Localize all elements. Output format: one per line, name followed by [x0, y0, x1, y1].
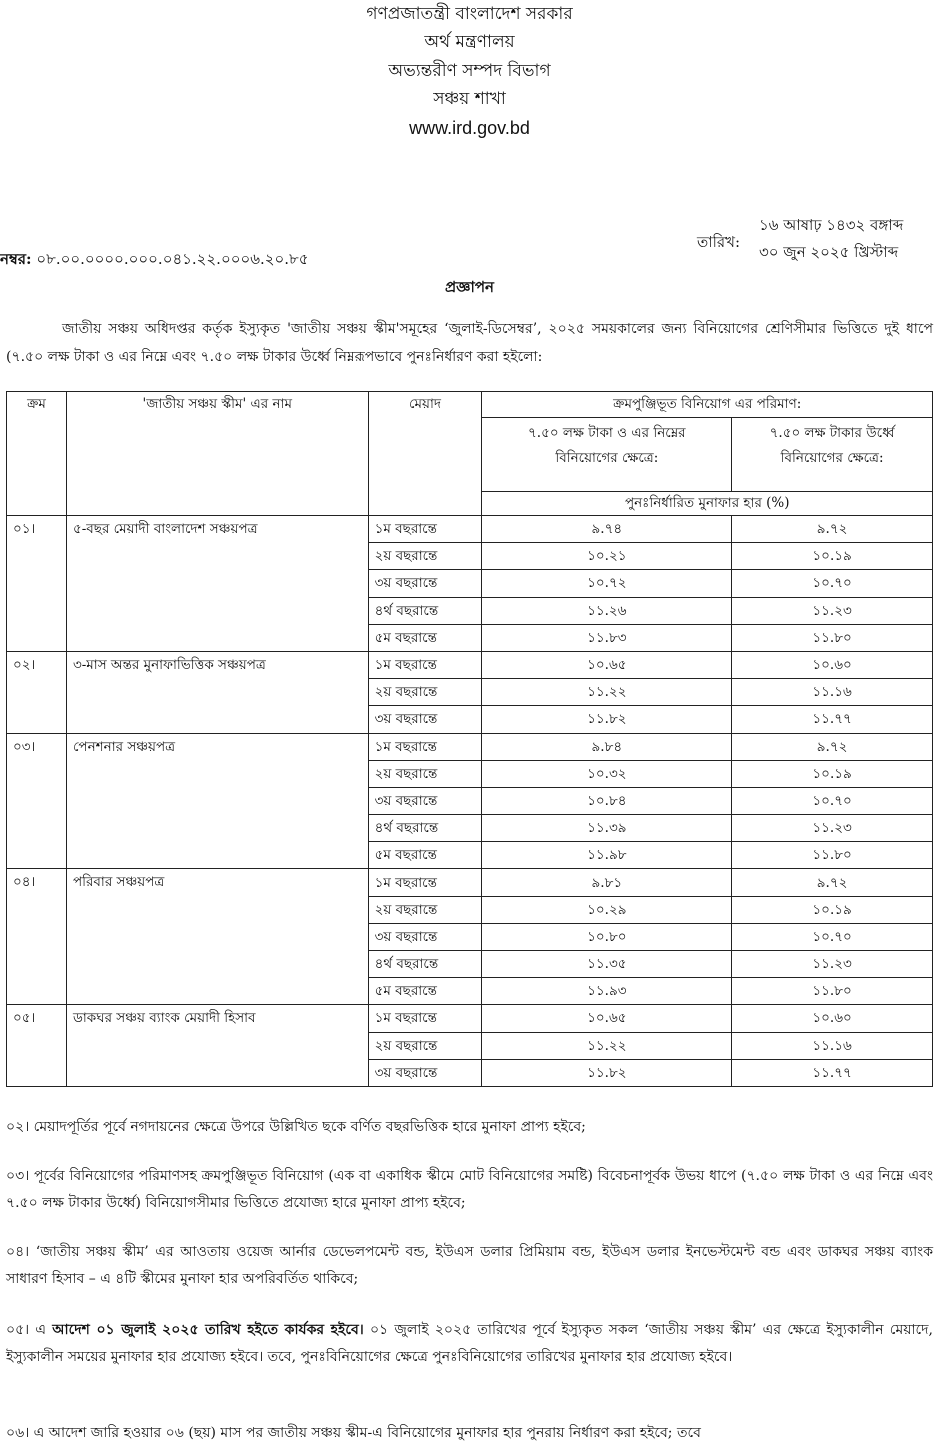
term-cell: ১ম বছরান্তে — [368, 651, 482, 678]
scheme-name: পেনশনার সঞ্চয়পত্র — [66, 733, 368, 869]
term-cell: ৩য় বছরান্তে — [368, 1059, 482, 1086]
rate-high-cell: ১০.১৯ — [732, 760, 933, 787]
term-cell: ৩য় বছরান্তে — [368, 787, 482, 814]
col-low-header — [482, 418, 732, 492]
rate-high-cell: ১০.৭০ — [732, 923, 933, 950]
rate-low-cell: ৯.৮১ — [482, 869, 732, 896]
col-high-header — [732, 418, 933, 492]
rate-low-cell: ৯.৭৪ — [482, 516, 732, 543]
branch-name: সঞ্চয় শাখা — [433, 89, 506, 109]
term-cell: ৫ম বছরান্তে — [368, 842, 482, 869]
rate-low-cell: ১১.৩৫ — [482, 951, 732, 978]
rate-high-cell: ১১.১৬ — [732, 679, 933, 706]
rate-high-cell: ১১.৭৭ — [732, 706, 933, 733]
rate-high-cell: ৯.৭২ — [732, 516, 933, 543]
term-cell: ১ম বছরান্তে — [368, 1005, 482, 1032]
term-cell: ৩য় বছরান্তে — [368, 706, 482, 733]
note-6: ০৬। এ আদেশ জারি হওয়ার ০৬ (ছয়) মাস পর জাতীয় সঞ্চয় স্কীম-এ বিনিয়োগের মুনাফার হার পুনরায় নির্ধারণ করা হইবে; তবে — [6, 1425, 701, 1441]
term-cell: ৫ম বছরান্তে — [368, 978, 482, 1005]
division-name: অভ্যন্তরীণ সম্পদ বিভাগ — [388, 61, 551, 81]
government-name: গণপ্রজাতন্ত্রী বাংলাদেশ সরকার — [366, 4, 573, 24]
note-5-effective-date: আদেশ ০১ জুলাই ২০২৫ তারিখ হইতে কার্যকর হইবে। — [52, 1322, 364, 1338]
col-low-line1: ৭.৫০ লক্ষ টাকা ও এর নিম্নের — [528, 425, 686, 441]
rate-high-cell: ১০.৭০ — [732, 787, 933, 814]
term-cell: ৫ম বছরান্তে — [368, 624, 482, 651]
note-5-prefix: ০৫। এ — [6, 1322, 53, 1338]
table-header — [7, 392, 933, 516]
rate-high-cell: ১০.৬০ — [732, 1005, 933, 1032]
rate-high-cell: ১১.৮০ — [732, 978, 933, 1005]
website-link[interactable] — [0, 114, 939, 143]
rate-low-cell: ১০.৭২ — [482, 570, 732, 597]
rate-high-cell: ১১.১৬ — [732, 1032, 933, 1059]
rate-high-cell: ১১.২৩ — [732, 951, 933, 978]
rate-low-cell: ১০.২৯ — [482, 896, 732, 923]
term-cell: ২য় বছরান্তে — [368, 760, 482, 787]
scheme-serial: ০২। — [7, 651, 67, 733]
note-4: ০৪। ‘জাতীয় সঞ্চয় স্কীম’ এর আওতায় ওয়েজ আর্নার ডেভেলপমেন্ট বন্ড, ইউএস ডলার প্রিমিয়াম বন্ড, ইউএস ডলার ইনভেস্টমেন্ট বন্ড এবং ডাকঘর সঞ্চয় ব্যাংক সাধারণ হিসাব – এ ৪টি স্কীমের মুনাফা হার অপরিবর্তিত থাকিবে; — [6, 1244, 933, 1287]
intro-paragraph: জাতীয় সঞ্চয় অধিদপ্তর কর্তৃক ইস্যুকৃত 'জাতীয় সঞ্চয় স্কীম'সমূহের ‘জুলাই-ডিসেম্বর’, ২০২৫ সময়কালের জন্য বিনিয়োগের শ্রেণিসীমার ভিত্তিতে দুই ধাপে (৭.৫০ লক্ষ টাকা ও এর নিম্নে এবং ৭.৫০ লক্ষ টাকার উর্ধ্বে নিম্নরূপভাবে পুনঃনির্ধারণ করা হইলো: — [6, 321, 933, 365]
rate-high-cell: ৯.৭২ — [732, 733, 933, 760]
rate-high-cell: ১০.১৯ — [732, 543, 933, 570]
term-cell: ৪র্থ বছরান্তে — [368, 597, 482, 624]
note-5 — [6, 1317, 933, 1371]
rate-low-cell: ১১.৩৯ — [482, 815, 732, 842]
memo-label: নম্বর: — [0, 250, 32, 268]
term-cell: ৪র্থ বছরান্তে — [368, 951, 482, 978]
rate-low-cell: ১০.৮০ — [482, 923, 732, 950]
table-row — [7, 651, 933, 678]
rate-low-cell: ১০.৩২ — [482, 760, 732, 787]
term-cell: ২য় বছরান্তে — [368, 679, 482, 706]
date-gregorian: ৩০ জুন ২০২৫ খ্রিস্টাব্দ — [759, 243, 899, 261]
rate-high-cell: ৯.৭২ — [732, 869, 933, 896]
term-cell: ৪র্থ বছরান্তে — [368, 815, 482, 842]
scheme-serial: ০৪। — [7, 869, 67, 1005]
col-low-line2: বিনিয়োগের ক্ষেত্রে: — [555, 450, 659, 466]
term-cell: ১ম বছরান্তে — [368, 733, 482, 760]
col-term-header: মেয়াদ — [368, 392, 482, 516]
table-row — [7, 1005, 933, 1032]
term-cell: ২য় বছরান্তে — [368, 896, 482, 923]
col-rate-header: পুনঃনির্ধারিত মুনাফার হার (%) — [482, 492, 933, 516]
scheme-name: ৩-মাস অন্তর মুনাফাভিত্তিক সঞ্চয়পত্র — [66, 651, 368, 733]
date-label: তারিখ: — [697, 233, 741, 251]
scheme-serial: ০৩। — [7, 733, 67, 869]
date-bangla: ১৬ আষাঢ় ১৪৩২ বঙ্গাব্দ — [759, 216, 904, 234]
scheme-name: পরিবার সঞ্চয়পত্র — [66, 869, 368, 1005]
col-high-line1: ৭.৫০ লক্ষ টাকার উর্ধ্বে — [769, 425, 895, 441]
rate-low-cell: ১১.৯৩ — [482, 978, 732, 1005]
memo-number-line — [0, 248, 308, 273]
term-cell: ২য় বছরান্তে — [368, 1032, 482, 1059]
rate-low-cell: ১১.২৬ — [482, 597, 732, 624]
rate-high-cell: ১০.১৯ — [732, 896, 933, 923]
scheme-serial: ০৫। — [7, 1005, 67, 1087]
term-cell: ১ম বছরান্তে — [368, 869, 482, 896]
rate-high-cell: ১১.৮০ — [732, 624, 933, 651]
rate-low-cell: ১০.৬৫ — [482, 651, 732, 678]
table-row — [7, 733, 933, 760]
scheme-name: ডাকঘর সঞ্চয় ব্যাংক মেয়াদী হিসাব — [66, 1005, 368, 1087]
rate-low-cell: ১০.২১ — [482, 543, 732, 570]
rate-low-cell: ১১.৮৩ — [482, 624, 732, 651]
website-url[interactable]: www.ird.gov.bd — [409, 118, 530, 138]
rate-low-cell: ১১.৮২ — [482, 1059, 732, 1086]
note-5-details: ০১ জুলাই ২০২৫ তারিখের পূর্বে ইস্যুকৃত সকল ‘জাতীয় সঞ্চয় স্কীম’ এর ক্ষেত্রে ইস্যুকালীন মেয়াদে, ইস্যুকালীন সময়ের মুনাফার হার প্রযোজ্য হইবে। তবে, পুনঃবিনিয়োগের ক্ষেত্রে পুনঃবিনিয়োগের তারিখের মুনাফার হার প্রযোজ্য হইবে। — [6, 1322, 933, 1365]
rates-table — [6, 391, 933, 1087]
note-3: ০৩। পূর্বের বিনিয়োগের পরিমাণসহ ক্রমপুঞ্জিভূত বিনিয়োগ (এক বা একাধিক স্কীমে মোট বিনিয়োগের সমষ্টি) বিবেচনাপূর্বক উভয় ধাপে (৭.৫০ লক্ষ টাকা ও এর নিম্নে এবং ৭.৫০ লক্ষ টাকার উর্ধ্বে) বিনিয়োগসীমার ভিত্তিতে প্রযোজ্য হারে মুনাফা প্রাপ্য হইবে; — [6, 1168, 933, 1211]
rate-high-cell: ১০.৭০ — [732, 570, 933, 597]
col-high-line2: বিনিয়োগের ক্ষেত্রে: — [780, 450, 884, 466]
col-scheme-header: 'জাতীয় সঞ্চয় স্কীম' এর নাম — [66, 392, 368, 516]
notice-title: প্রজ্ঞাপন — [444, 278, 495, 296]
ministry-name: অর্থ মন্ত্রণালয় — [424, 32, 515, 52]
rate-low-cell: ১১.৯৮ — [482, 842, 732, 869]
memo-number: ০৮.০০.০০০০.০০০.০৪১.২২.০০০৬.২০.৮৫ — [36, 250, 309, 268]
rate-high-cell: ১০.৬০ — [732, 651, 933, 678]
rate-low-cell: ৯.৮৪ — [482, 733, 732, 760]
term-cell: ১ম বছরান্তে — [368, 516, 482, 543]
rate-high-cell: ১১.৮০ — [732, 842, 933, 869]
table-row — [7, 516, 933, 543]
rate-high-cell: ১১.২৩ — [732, 815, 933, 842]
rate-low-cell: ১১.৮২ — [482, 706, 732, 733]
term-cell: ৩য় বছরান্তে — [368, 923, 482, 950]
term-cell: ৩য় বছরান্তে — [368, 570, 482, 597]
note-2: ০২। মেয়াদপূর্তির পূর্বে নগদায়নের ক্ষেত্রে উপরে উল্লিখিত ছকে বর্ণিত বছরভিত্তিক হারে মুনাফা প্রাপ্য হইবে; — [6, 1119, 586, 1135]
date-block — [759, 212, 903, 266]
scheme-name: ৫-বছর মেয়াদী বাংলাদেশ সঞ্চয়পত্র — [66, 516, 368, 652]
rate-low-cell: ১০.৬৫ — [482, 1005, 732, 1032]
rate-high-cell: ১১.৭৭ — [732, 1059, 933, 1086]
scheme-serial: ০১। — [7, 516, 67, 652]
col-investment-header: ক্রমপুঞ্জিভূত বিনিয়োগ এর পরিমাণ: — [482, 392, 933, 418]
rate-low-cell: ১১.২২ — [482, 679, 732, 706]
rate-low-cell: ১১.২২ — [482, 1032, 732, 1059]
rate-low-cell: ১০.৮৪ — [482, 787, 732, 814]
table-body — [7, 516, 933, 1087]
table-row — [7, 869, 933, 896]
term-cell: ২য় বছরান্তে — [368, 543, 482, 570]
col-serial-header: ক্রম — [7, 392, 67, 516]
rate-high-cell: ১১.২৩ — [732, 597, 933, 624]
